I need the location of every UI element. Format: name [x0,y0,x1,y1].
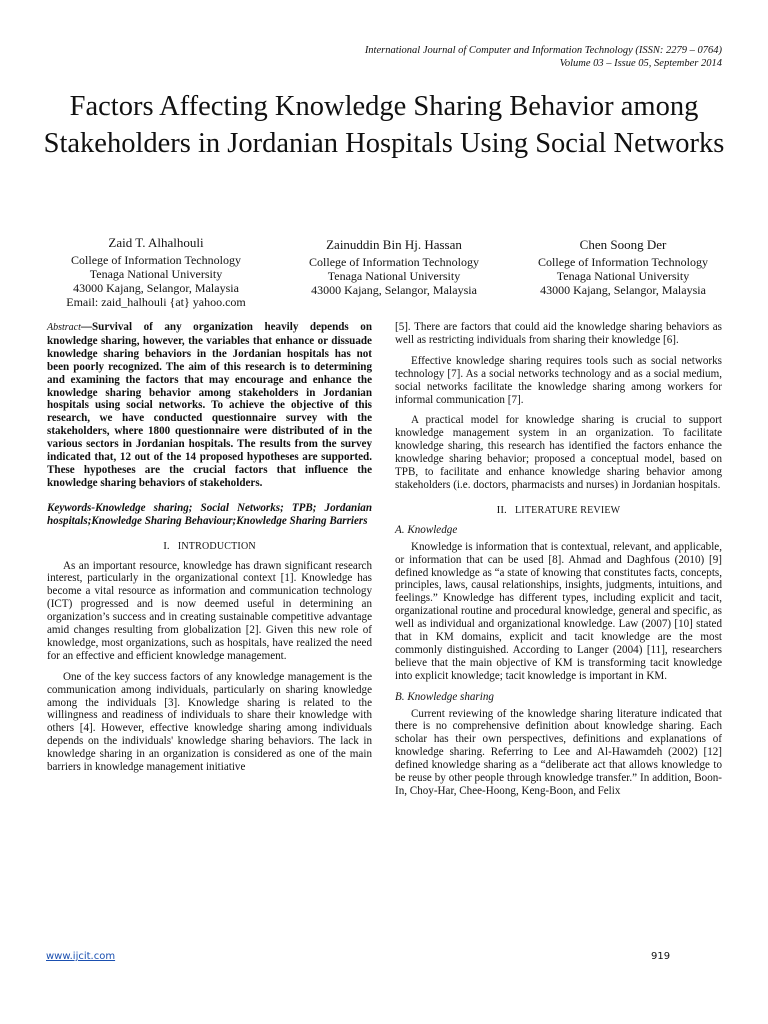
author-name: Chen Soong Der [579,237,667,252]
volume-line: Volume 03 – Issue 05, September 2014 [559,58,722,69]
author-university: Tenaga National University [556,269,690,283]
author-college: College of Information Technology [309,255,479,269]
section-heading-literature-review [395,504,722,518]
author-address: 43000 Kajang, Selangor, Malaysia [540,283,706,297]
section-heading-introduction [47,540,372,554]
author-name: Zainuddin Bin Hj. Hassan [326,237,462,252]
section-title: LITERATURE REVIEW [515,504,621,516]
author-2 [270,236,518,297]
paragraph: One of the key success factors of any knowledge management is the communication among individuals, particularly on sharing knowledge among the individuals [3]. Knowledge sharing is related to the willingness and readiness of individuals to share their knowledge with others [4]. However, effective knowledge sharing among individuals depends on the individuals' knowledge sharing behaviors. The lack in knowledge sharing in an organization is considered as one of the main barriers in knowledge management initiative [47,670,372,774]
paragraph: As an important resource, knowledge has drawn significant research interest, particularly in the organizational context [1]. Knowledge has become a vital resource as information and communication technology (ICT) progressed and is now deemed useful in determining an organization’s success and in creating sustainable competitive advantage amid changes resulting from globalization [2]. Given this new role of knowledge, most organizations, such as hospitals, have realized the need for an effective and efficient knowledge management. [47,559,372,662]
journal-website-link[interactable]: www.ijcit.com [46,951,116,962]
journal-header [365,44,722,70]
right-column [395,321,722,806]
abstract-text: —Survival of any organization heavily depends on knowledge sharing, however, the variables that enhance or dissuade knowledge sharing behaviors in the Jordanian hospitals has not been poorly recognized. The aim of this research is to determining and examining the factors that may encourage and enhance the knowledge sharing behavior among stakeholders in Jordanian hospitals using social networks. To achieve the objective of this research, we have conducted questionnaire survey with the stakeholders, where 1800 questionnaire were distributed of in the various sectors in Jordanian hospitals. The results from the survey indicated that, 12 out of the 14 proposed hypotheses are supported. These hypotheses are the crucial factors that influence the knowledge sharing behaviors of stakeholders. [47,321,372,489]
author-3 [516,236,730,297]
author-address: 43000 Kajang, Selangor, Malaysia [311,283,477,297]
author-college: College of Information Technology [538,255,708,269]
section-number: II. [496,503,507,516]
paragraph: Effective knowledge sharing requires tools such as social networks technology [7]. As a social networks technology and as a social medium, social networks facilitate the knowledge sharing among workers for informal communication [7]. [395,354,722,406]
paragraph: A practical model for knowledge sharing is crucial to support knowledge management system in an organization. To facilitate knowledge sharing, this research has identified the factors enhance the knowledge sharing behavior; proposed a conceptual model, based on TPB, to facilitate and enhance knowledge sharing behavior among stakeholders (i.e. doctors, pharmacists and nurses) in Jordanian hospitals. [395,414,722,491]
paragraph: Knowledge is information that is contextual, relevant, and applicable, or information that can be used [8]. Ahmad and Daghfous (2010) [9] defined knowledge as “a state of knowing that constitutes facts, concepts, principles, laws, causal relationships, insights, judgments, intuitions, and feelings.” Knowledge has different types, including explicit and tacit, organizational routine and procedural knowledge, general and specific, as well as individual and organizational knowledge. Law (2007) [10] stated that in KM domains, explicit and tacit knowledge are the most commonly distinguished. According to Langer (2004) [11], researchers believe that the main objective of KM is transforming tacit knowledge into explicit knowledge; tacit knowledge is important in KM. [395,540,722,682]
subsection-heading-knowledge-sharing: B. Knowledge sharing [395,690,494,703]
journal-line: International Journal of Computer and Information Technology (ISSN: 2279 – 0764) [364,45,722,56]
author-1 [36,234,276,309]
subsection-heading-knowledge: A. Knowledge [395,523,458,536]
author-name: Zaid T. Alhalhouli [108,235,204,250]
paper-title: Factors Affecting Knowledge Sharing Behavior among Stakeholders in Jordanian Hospitals Using Social Networks [43,91,725,159]
author-email: Email: zaid_halhouli {at} yahoo.com [66,295,246,309]
left-column [47,321,372,782]
author-address: 43000 Kajang, Selangor, Malaysia [73,281,239,295]
author-university: Tenaga National University [89,267,223,281]
keywords: Keywords-Knowledge sharing; Social Networks; TPB; Jordanian hospitals;Knowledge Sharing Behaviour;Knowledge Sharing Barriers [47,501,372,527]
section-title: INTRODUCTION [177,540,256,552]
abstract-label: Abstract [47,322,81,333]
page-number: 919 [651,951,671,962]
abstract [47,321,372,490]
author-university: Tenaga National University [327,269,461,283]
paragraph: [5]. There are factors that could aid the knowledge sharing behaviors as well as restricting individuals from sharing their knowledge [6]. [395,321,722,346]
section-number: I. [163,539,170,552]
author-college: College of Information Technology [71,253,241,267]
paragraph: Current reviewing of the knowledge sharing literature indicated that there is no comprehensive definition about knowledge sharing. Each scholar has their own perspectives, definitions and explanations of knowledge sharing. Referring to Lee and Al-Hawamdeh (2002) [12] defined knowledge sharing as a “deliberate act that allows knowledge to be reuse by other people through knowledge transfer.” In addition, Boon-In, Choy-Har, Chee-Hoong, Keng-Boon, and Felix [395,707,722,797]
